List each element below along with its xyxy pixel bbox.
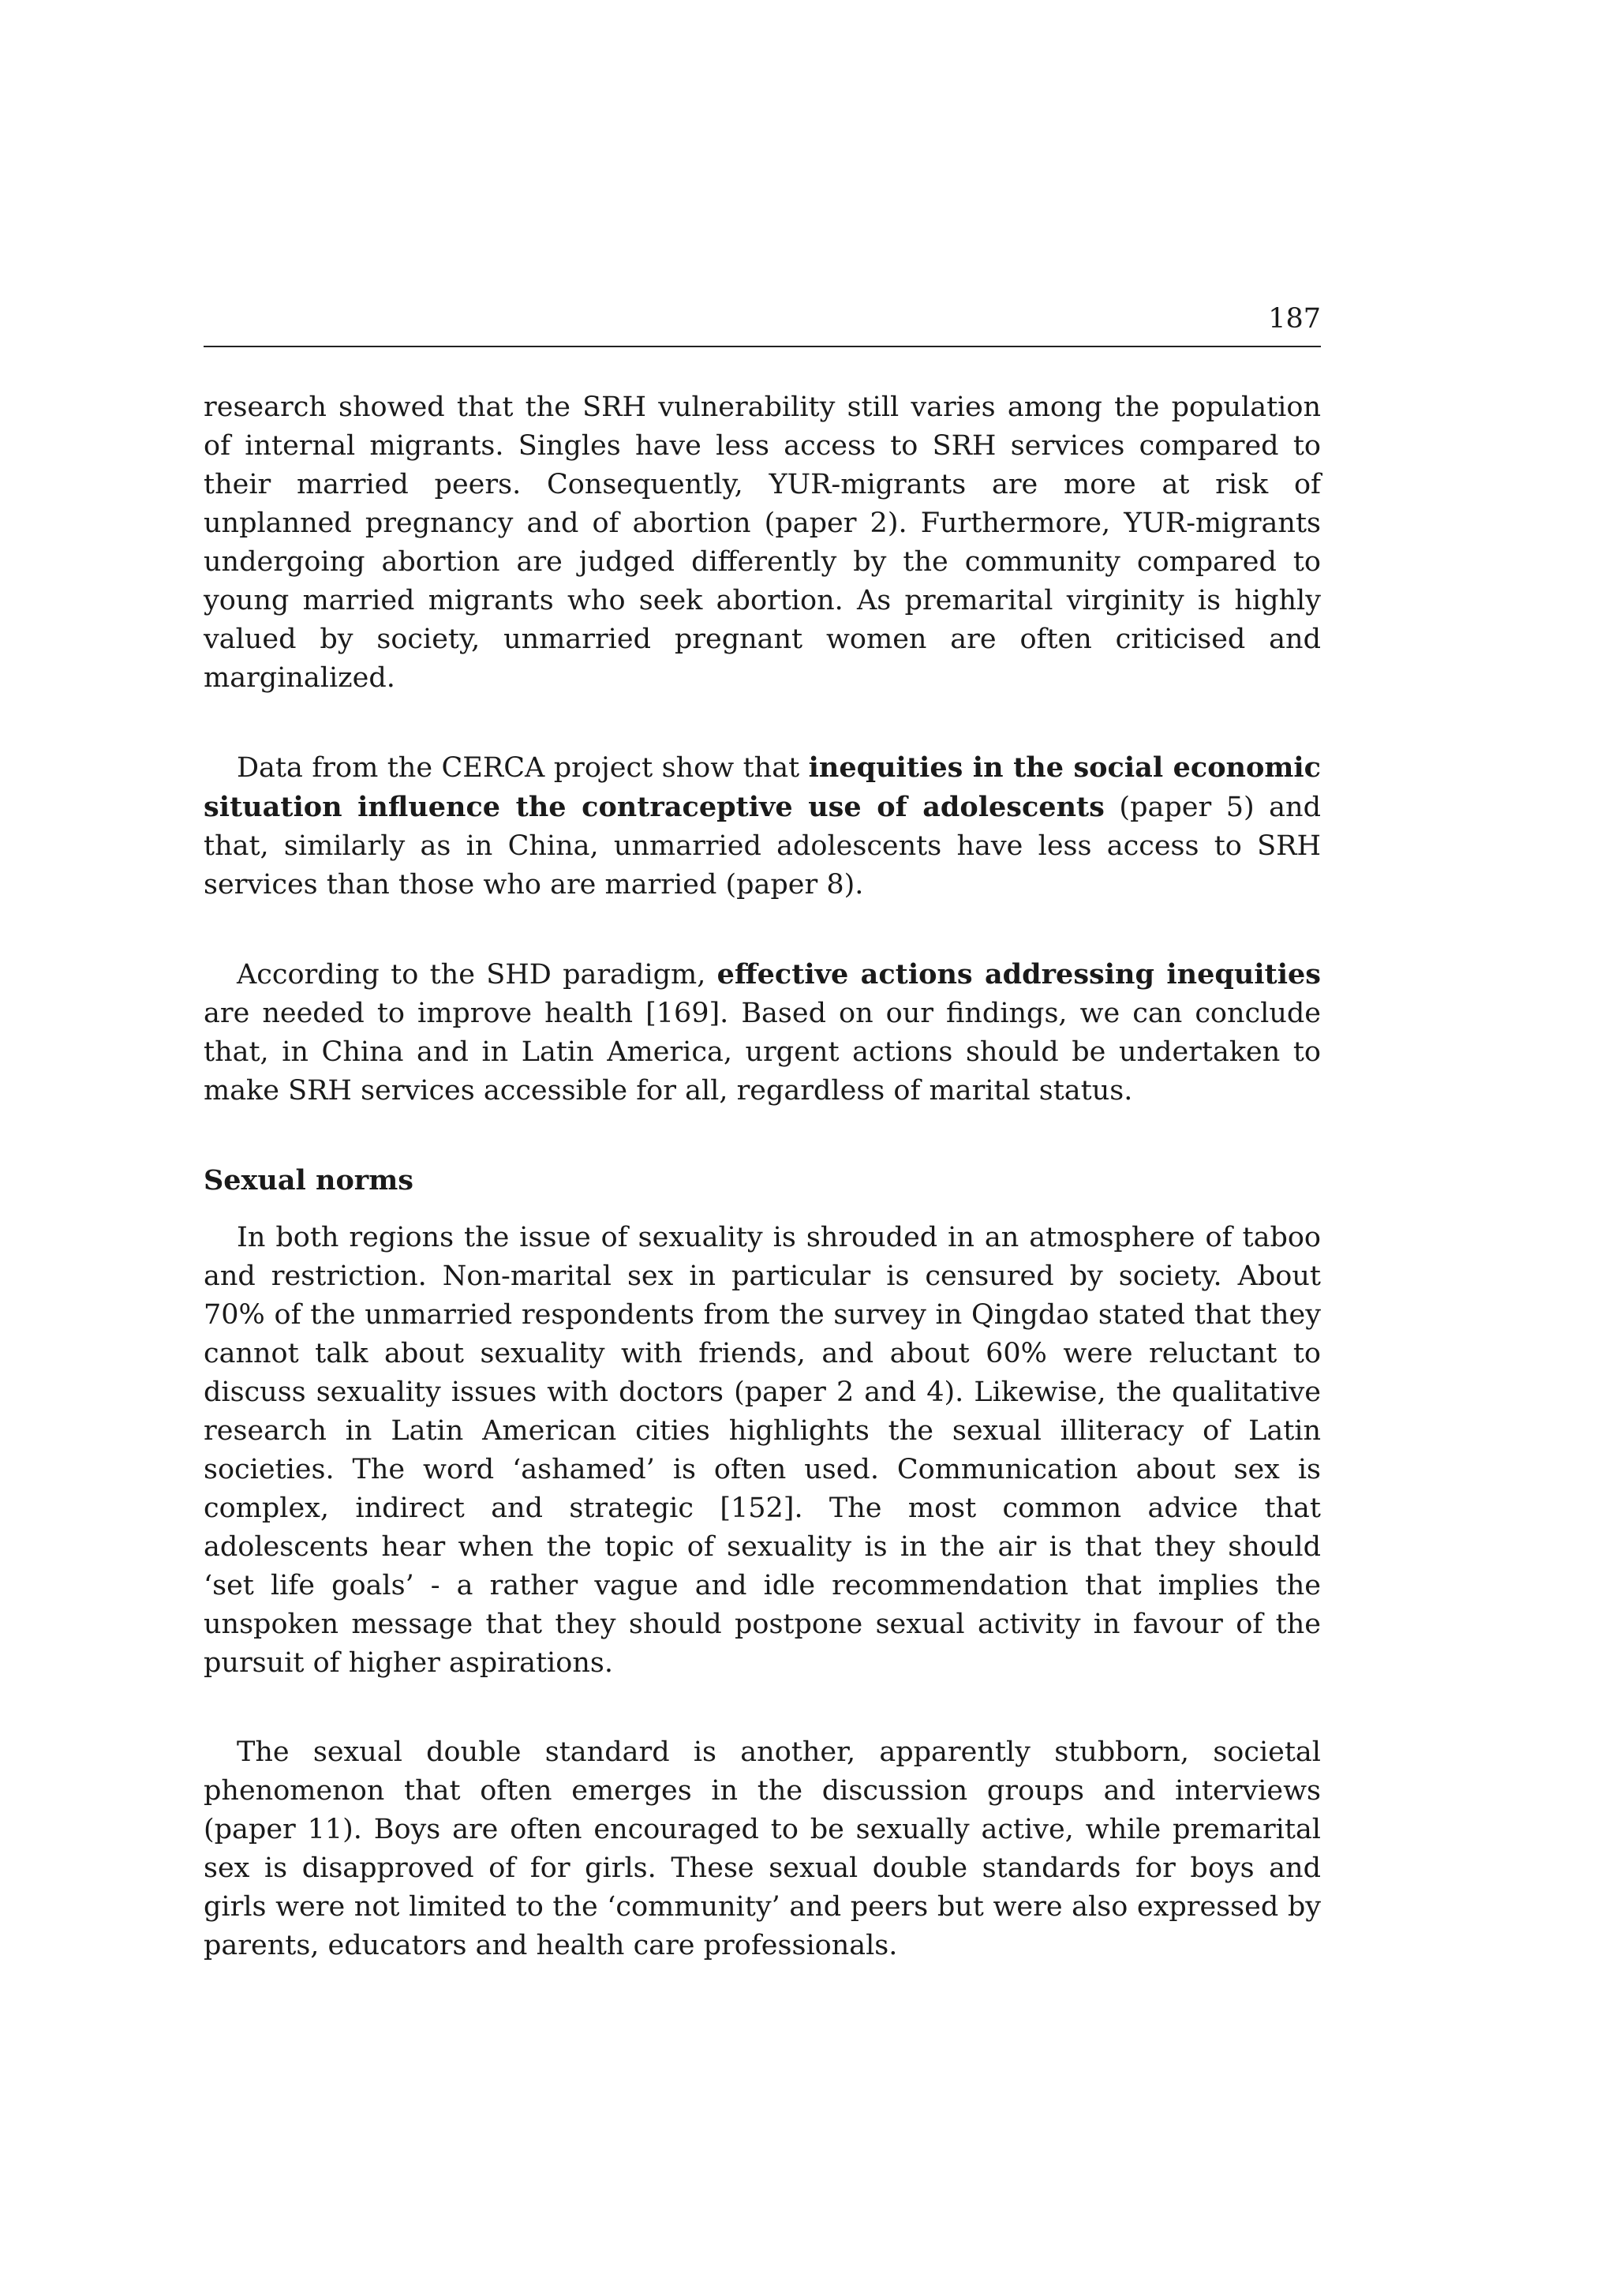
paragraph-srh-vulnerability: research showed that the SRH vulnerability still varies among the population of internal migrants. Singles have less access to SRH services compared to their married peers. Consequently, YUR-migrants are more at risk of unplanned pregnancy and of abortion (paper 2). Furthermore, YUR-migrants undergoing abortion are judged differently by the community compared to young married migrants who seek abortion. As premarital virginity is highly valued by society, unmarried pregnant women are often criticised and marginalized. — [204, 391, 1321, 694]
paragraph-double-standard: The sexual double standard is another, apparently stubborn, societal phenomenon that often emerges in the discussion groups and interviews (paper 11). Boys are often encouraged to be sexually active, while premarital sex is disapproved of for girls. These sexual double standards for boys and girls were not limited to the ‘community’ and peers but were also expressed by parents, educators and health care professionals. — [204, 1736, 1321, 1961]
running-header — [204, 300, 1321, 347]
body-text — [204, 388, 1321, 1965]
paragraph-taboo: In both regions the issue of sexuality is shrouded in an atmosphere of taboo and restriction. Non-marital sex in particular is censured by society. About 70% of the unmarried respondents from the survey in Qingdao stated that they cannot talk about sexuality with friends, and about 60% were reluctant to discuss sexuality issues with doctors (paper 2 and 4). Likewise, the qualitative research in Latin American cities highlights the sexual illiteracy of Latin societies. The word ‘ashamed’ is often used. Communication about sex is complex, indirect and strategic [152]. The most common advice that adolescents hear when the topic of sexuality is in the air is that they should ‘set life goals’ - a rather vague and idle recommendation that implies the unspoken message that they should postpone sexual activity in favour of the pursuit of higher aspirations. — [204, 1222, 1321, 1679]
document-page — [204, 300, 1321, 1965]
paragraph-text: (paper 5) and that, similarly as in China, unmarried adolescents have less access to SRH services than those who are married (paper 8). — [204, 792, 1321, 901]
section-heading: Sexual norms — [204, 1164, 413, 1197]
bold-emphasis: effective actions addressing inequities — [716, 958, 1321, 991]
bold-emphasis: inequities in the social economic situation influence the contraceptive use of adolescents — [204, 751, 1321, 823]
paragraph-text: are needed to improve health [169]. Based on our findings, we can conclude that, in China and in Latin America, urgent actions should be undertaken to make SRH services accessible for all, regardless of marital status. — [204, 998, 1321, 1107]
paragraph-cerca-data — [204, 748, 1321, 905]
paragraph-shd-paradigm — [204, 955, 1321, 1111]
paragraph-text: According to the SHD paradigm, — [237, 959, 717, 991]
page-number: 187 — [1268, 303, 1321, 335]
paragraph-text: Data from the CERCA project show that — [237, 752, 809, 784]
